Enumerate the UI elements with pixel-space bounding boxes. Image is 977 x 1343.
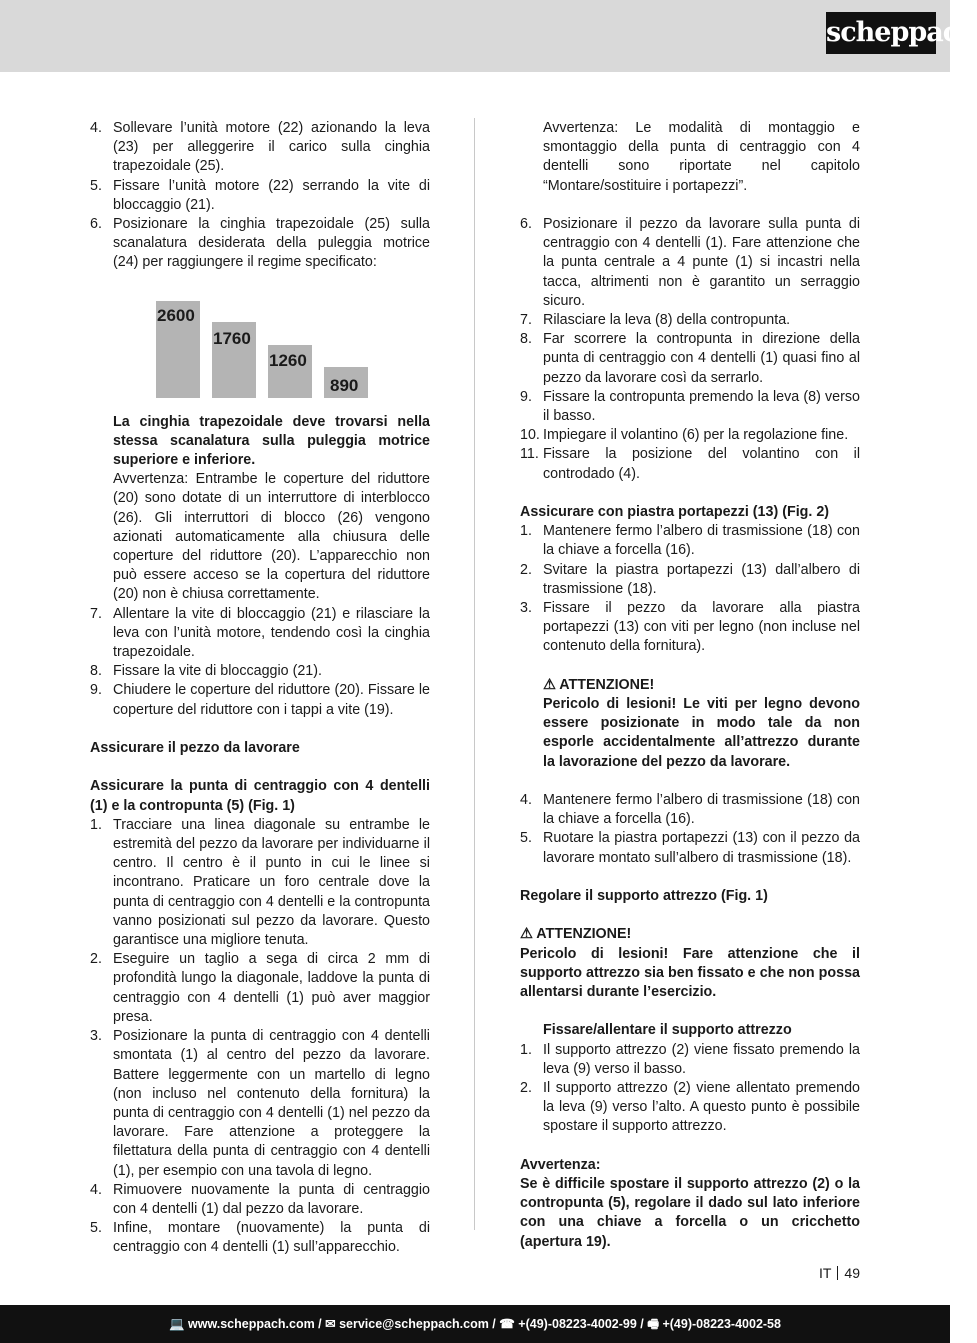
list-item: 9. Chiudere le coperture del riduttore (20). Fissare le coperture del riduttore con i tappi a vite (19). <box>90 682 430 718</box>
subheading: Fissare/allentare il supporto attrezzo <box>543 1022 792 1039</box>
footer-contact-bar <box>0 1305 950 1343</box>
list-item: 9. Fissare la contropunta premendo la leva (8) verso il basso. <box>520 388 860 425</box>
list-item: 8. Far scorrere la contropunta in direzione della punta di centraggio con 4 dentelli (1) quasi fino al pezzo da lavorare così da serrarlo. <box>520 331 860 386</box>
page-number <box>819 1265 860 1281</box>
list-item: 2. Il supporto attrezzo (2) viene allentato premendo la leva (9) verso l’alto. A questo punto è possibile spostare il supporto attrezzo. <box>520 1080 860 1135</box>
warning-text: Pericolo di lesioni! Fare attenzione che il supporto attrezzo sia ben fissato e che non possa allentarsi durante l’esercizio. <box>520 945 860 1001</box>
section-heading: Assicurare il pezzo da lavorare <box>90 740 300 757</box>
scheppach-logo: scheppach <box>826 12 936 54</box>
list-item: 8. Fissare la vite di bloccaggio (21). <box>90 663 322 680</box>
warning-text: Pericolo di lesioni! Le viti per legno devono essere posizionate in modo tale da non esporle accidentalmente all’attrezzo durante la lavorazione del pezzo da lavorare. <box>543 696 860 770</box>
left-column <box>90 119 430 1258</box>
list-item: 7. Rilasciare la leva (8) della contropunta. <box>520 312 791 329</box>
list-item: 6. Posizionare il pezzo da lavorare sulla punta di centraggio con 4 dentelli (1). Fare attenzione che la punta centrale a 4 punte (1) si incastri nella tacca, altrimenti non è garantito un serraggio sicuro. <box>520 216 860 309</box>
note: Avvertenza: Le modalità di montaggio e smontaggio della punta di centraggio con 4 dentelli sono riportate nel capitolo “Montare/sostituire i portapezzi”. <box>543 120 860 194</box>
list-item: 3. Fissare il pezzo da lavorare alla piastra portapezzi (13) con viti per legno (non incluse nel contenuto della fornitura). <box>520 600 860 655</box>
list-item: 4. Rimuovere nuovamente la punta di centraggio con 4 dentelli (1) dal pezzo da lavorare. <box>90 1181 430 1217</box>
warning-title: ⚠ ATTENZIONE! <box>543 676 655 693</box>
list-item: 7. Allentare la vite di bloccaggio (21) e rilasciare la leva con l’unità motore, tendendo così la cinghia trapezoidale. <box>90 605 430 661</box>
list-item: 4. Mantenere fermo l’albero di trasmissione (18) con la chiave a forcella (16). <box>520 792 860 828</box>
belt-note-bold: La cinghia trapezoidale deve trovarsi nella stessa scanalatura sulla puleggia motrice superiore e inferiore. <box>113 413 430 469</box>
speed-label: 890 <box>330 375 359 395</box>
section-heading: Assicurare con piastra portapezzi (13) (Fig. 2) <box>520 504 830 521</box>
belt-note: Avvertenza: Entrambe le coperture del riduttore (20) sono dotate di un interruttore di interblocco (26). Gli interruttori di blocco (26) vengono azionati automaticamente alla chiusura delle coperture del riduttore (20). L’apparecchio non può essere acceso se la copertura del riduttore (20) non è chiusa correttamente. <box>113 471 430 603</box>
speed-label: 1760 <box>213 328 251 348</box>
list-item: 5. Fissare l’unità motore (22) serrando la vite di bloccaggio (21). <box>90 177 430 213</box>
footer-contact-text: 💻 www.scheppach.com / ✉ service@scheppach.com / ☎ +(49)-08223-4002-99 / 🖷 +(49)-08223-4002-58 <box>169 1317 781 1331</box>
list-item: 4. Sollevare l’unità motore (22) azionando la leva (23) per alleggerire il carico sulla cinghia trapezoidale (25). <box>90 120 430 175</box>
list-item: 3. Posizionare la punta di centraggio con 4 dentelli smontata (1) al centro del pezzo da lavorare. Battere leggermente con un martello di legno (non incluso nel contenuto della fornitura) la punta di centraggio con 4 dentelli (1) nel pezzo da lavorare. Fare attenzione a proteggere la filettatura della punta di centraggio con 4 dentelli (1), per esempio con una tavola di legno. <box>90 1028 430 1179</box>
separator <box>837 1266 838 1280</box>
speed-label: 2600 <box>157 305 195 325</box>
speed-label: 1260 <box>269 350 307 370</box>
note-text: Se è difficile spostare il supporto attrezzo (2) o la contropunta (5), regolare il dado sul lato inferiore con una chiave a forcella o un cricchetto (apertura 19). <box>520 1176 860 1250</box>
list-item: 1. Tracciare una linea diagonale su entrambe le estremità del pezzo da lavorare per individuarne il centro. Il centro è il punto in cui le linee si incontrano. Praticare un foro centrale dove la punta di centraggio con 4 dentelli e la contropunta vanno posizionati sul pezzo da lavorare. Questo garantisce una migliore tenuta. <box>90 816 430 949</box>
list-item: 5. Infine, montare (nuovamente) la punta di centraggio con 4 dentelli (1) sull’apparecchio. <box>90 1220 430 1256</box>
language-code: IT <box>818 1265 832 1281</box>
list-item: 1. Il supporto attrezzo (2) viene fissato premendo la leva (9) verso il basso. <box>520 1041 860 1077</box>
right-column <box>520 119 860 1252</box>
list-item: 2. Eseguire un taglio a sega di circa 2 mm di profondità lungo la diagonale, laddove la punta di centraggio con 4 dentelli (1) può aver maggior presa. <box>90 951 430 1025</box>
page-number-value: 49 <box>844 1265 860 1281</box>
list-item: 2. Svitare la piastra portapezzi (13) dall’albero di trasmissione (18). <box>520 561 860 597</box>
section-heading: Assicurare la punta di centraggio con 4 dentelli (1) e la contropunta (5) (Fig. 1) <box>90 778 430 814</box>
list-item: 5. Ruotare la piastra portapezzi (13) con il pezzo da lavorare montato sull’albero di trasmissione (18). <box>520 830 860 866</box>
list-item: 11. Fissare la posizione del volantino con il controdado (4). <box>520 446 860 482</box>
list-item: 1. Mantenere fermo l’albero di trasmissione (18) con la chiave a forcella (16). <box>520 523 860 559</box>
page-header <box>0 0 977 72</box>
warning-title: ⚠ ATTENZIONE! <box>520 926 632 943</box>
list-item: 6. Posizionare la cinghia trapezoidale (25) sulla scanalatura desiderata della puleggia motrice (24) per raggiungere il regime specificato: <box>90 216 430 271</box>
note-title: Avvertenza: <box>520 1156 601 1173</box>
list-item: 10. Impiegare il volantino (6) per la regolazione fine. <box>520 427 849 444</box>
speed-diagram <box>90 273 430 413</box>
column-divider <box>474 118 475 1230</box>
section-heading: Regolare il supporto attrezzo (Fig. 1) <box>520 888 768 905</box>
